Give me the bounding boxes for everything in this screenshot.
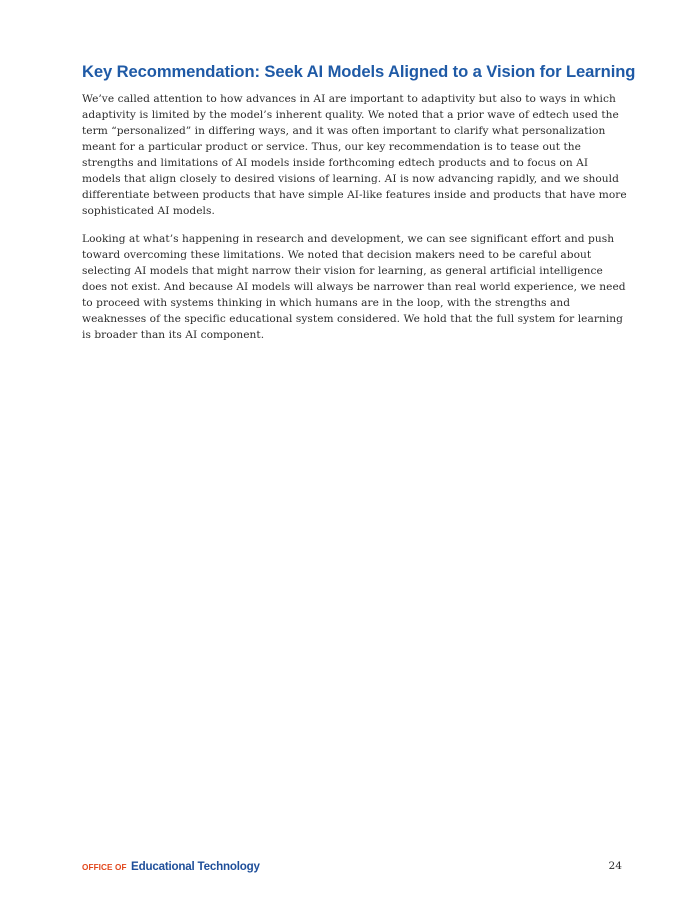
body-paragraph-1: We’ve called attention to how advances in AI are important to adaptivity but also to ways in which adaptivity is limited by the model’s inherent quality. We noted that a prior wave of edtech used the term “personalized” in differing ways, and it was often important to clarify what personalization meant for a particular product or service. Thus, our key recommendation is to tease out the strengths and limitations of AI models inside forthcoming edtech products and to focus on AI models that align closely to desired visions of learning. AI is now advancing rapidly, and we should differentiate between products that have simple AI-like features inside and products that have more sophisticated AI models.: [82, 93, 627, 217]
logo-name: Educational Technology: [131, 860, 260, 873]
section-content: [82, 60, 636, 355]
body-paragraph-2: Looking at what’s happening in research and development, we can see significant effort and push toward overcoming these limitations. We noted that decision makers need to be careful about selecting AI models that might narrow their vision for learning, as general artificial intelligence does not exist. And because AI models will always be narrower than real world experience, we need to proceed with systems thinking in which humans are in the loop, with the strengths and weaknesses of the specific educational system considered. We hold that the full system for learning is broader than its AI component.: [82, 233, 626, 341]
page-number: 24: [608, 860, 622, 872]
office-of-educational-technology-logo: [82, 857, 260, 875]
logo-prefix: OFFICE OF: [82, 863, 127, 872]
section-heading: Key Recommendation: Seek AI Models Aligned to a Vision for Learning: [82, 62, 636, 81]
